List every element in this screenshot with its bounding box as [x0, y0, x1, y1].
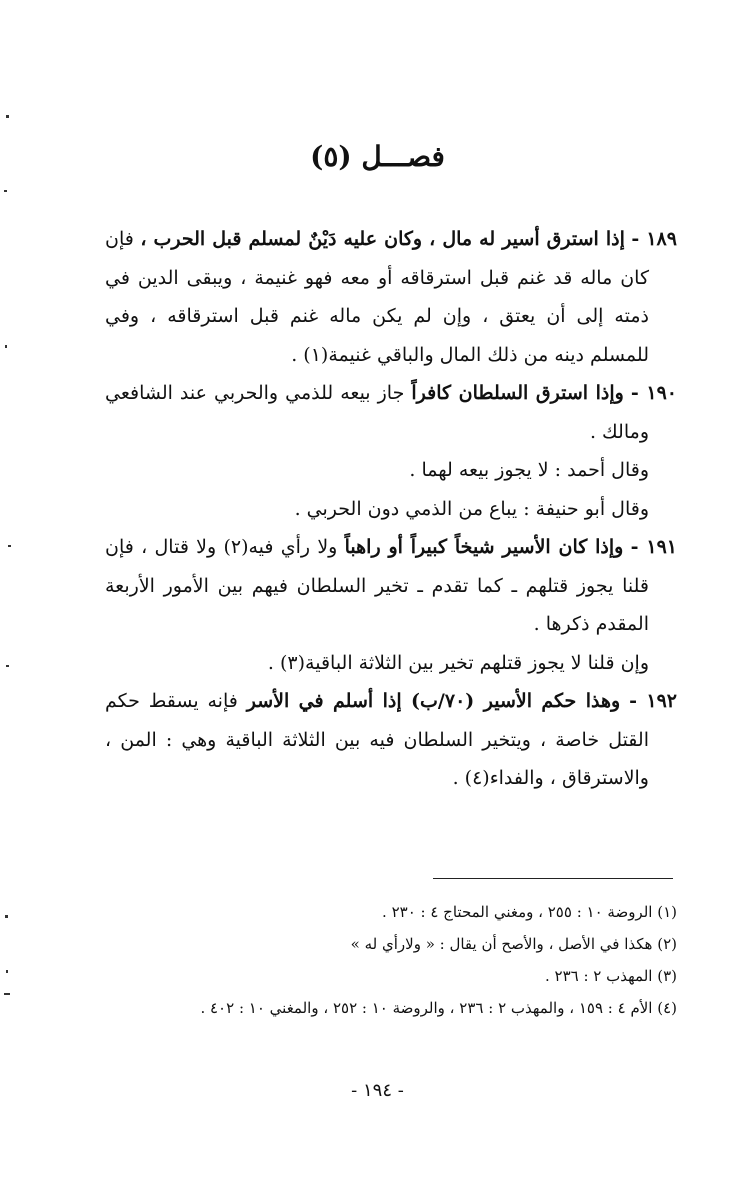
scan-speck [5, 915, 8, 918]
body-text [105, 220, 677, 798]
paragraph-text: وقال أبو حنيفة : يباع من الذمي دون الحربي . [294, 497, 649, 520]
page-number: - ١٩٤ - [351, 1080, 404, 1101]
footnote-1: (١) الروضة ١٠ : ٢٥٥ ، ومغني المحتاج ٤ : ٢٣٠ . [382, 903, 677, 921]
paragraph-number: ١٨٩ - [631, 228, 677, 250]
paragraph-text: ولا رأي فيه(٢) ولا قتال ، فإن قلنا يجوز قتلهم ـ كما تقدم ـ تخير السلطان فيهم بين الأمور الأربعة المقدم ذكرها . [105, 536, 649, 635]
paragraph-191-continued [105, 644, 677, 683]
paragraph-190-ahmad [105, 451, 677, 490]
scan-speck [5, 345, 7, 348]
scan-speck [4, 190, 7, 192]
scan-speck [6, 665, 9, 667]
paragraph-189 [105, 220, 677, 374]
paragraph-lead: وإذا كان الأسير شيخاً كبيراً أو راهباً [344, 536, 624, 558]
paragraph-lead: إذا استرق أسير له مال ، وكان عليه دَيْنٌ لمسلم قبل الحرب ، [140, 228, 625, 250]
paragraph-number: ١٩٠ - [630, 382, 677, 404]
paragraph-text: جاز بيعه للذمي والحربي عند الشافعي ومالك . [105, 382, 649, 443]
paragraph-text: وقال أحمد : لا يجوز بيعه لهما . [409, 459, 649, 481]
paragraph-190-abu-hanifa [105, 490, 677, 529]
chapter-title: فصـــل (٥) [310, 140, 445, 173]
footnote-divider [433, 878, 673, 879]
paragraph-text: وإن قلنا لا يجوز قتلهم تخير بين الثلاثة الباقية(٣) . [267, 651, 649, 674]
paragraph-lead: وإذا استرق السلطان كافراً [411, 382, 624, 404]
footnote-3: (٣) المهذب ٢ : ٢٣٦ . [544, 967, 677, 985]
scan-speck [6, 970, 8, 973]
paragraph-number: ١٩١ - [630, 536, 677, 558]
paragraph-text: فإنه يسقط حكم القتل خاصة ، ويتخير السلطان فيه بين الثلاثة الباقية وهي : المن ، والاسترقاق ، والفداء(٤) . [105, 690, 649, 789]
paragraph-text: فإن كان ماله قد غنم قبل استرقاقه أو معه فهو غنيمة ، ويبقى الدين في ذمته إلى أن يعتق ، وإن لم يكن ماله غنم قبل استرقاقه ، وفي للمسلم دينه من ذلك المال والباقي غنيمة(١) . [105, 228, 649, 366]
paragraph-lead: وهذا حكم الأسير (٧٠/ب) إذا أسلم في الأسر [246, 690, 621, 712]
footnote-4: (٤) الأم ٤ : ١٥٩ ، والمهذب ٢ : ٢٣٦ ، والروضة ١٠ : ٢٥٢ ، والمغني ١٠ : ٤٠٢ . [200, 999, 677, 1017]
paragraph-192 [105, 682, 677, 798]
scan-speck [8, 545, 11, 547]
footnote-2: (٢) هكذا في الأصل ، والأصح أن يقال : « ولارأي له » [350, 935, 677, 953]
footnotes [110, 896, 677, 1024]
scan-speck [6, 115, 9, 118]
paragraph-190 [105, 374, 677, 451]
scan-speck [4, 993, 10, 995]
paragraph-number: ١٩٢ - [629, 690, 678, 712]
paragraph-191 [105, 528, 677, 644]
